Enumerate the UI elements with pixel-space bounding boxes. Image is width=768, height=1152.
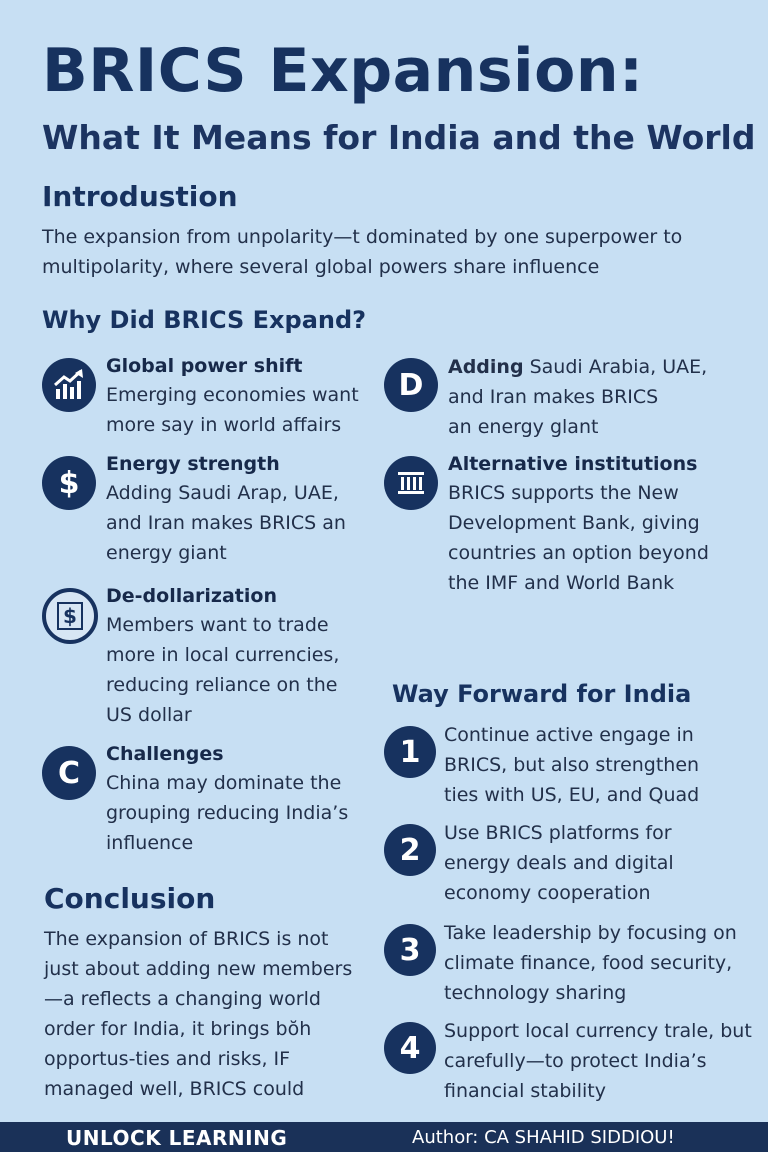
footer-author: Author: CA SHAHID SIDDIOU! [412,1127,675,1148]
item-title-rest: Saudi Arabia, UAE, [523,356,708,378]
item-title: Global power shift [106,355,303,377]
item-text: Take leadership by focusing on climate finance, food security, technology sharing [444,922,737,1004]
number-badge: 2 [384,824,436,876]
letter-d-icon: D [384,358,438,412]
footer-brand: UNLOCK LEARNING [66,1126,288,1150]
item-title: Alternative institutions [448,453,698,475]
item-text: Members want to trade more in local currencies, reducing reliance on the US dollar [106,614,340,726]
item-title-line [448,352,738,382]
page-title: BRICS Expansion: [42,36,644,106]
item-text: Emerging economies want more say in world affairs [106,384,359,436]
page-subtitle: What It Means for India and the World [42,118,756,157]
item-title: Adding [448,356,524,378]
number-badge: 3 [384,924,436,976]
number-badge: 4 [384,1022,436,1074]
item-text: China may dominate the grouping reducing India’s influence [106,772,349,854]
currency-note-icon [42,588,98,644]
currency-note-glyph: $ [57,602,83,630]
bank-pillars-icon [384,456,438,510]
introduction-heading: Introdustion [42,180,238,213]
item-text: Use BRICS platforms for energy deals and digital economy cooperation [444,822,674,904]
item-text: BRICS supports the New Development Bank, giving countries an option beyond the IMF and World Bank [448,482,709,594]
conclusion-text: The expansion of BRICS is not just about adding new members—a reflects a changing world order for India, it brings bŏh opportus-ties and risks, IF managed well, BRICS could [44,928,353,1100]
item-title: Challenges [106,743,224,765]
number-badge: 1 [384,726,436,778]
why-heading: Why Did BRICS Expand? [42,306,367,334]
introduction-text: The expansion from unpolarity—t dominated by one superpower to multipolarity, where several global powers share influence [42,226,683,278]
item-text: and Iran makes BRICS an energy glant [448,386,659,438]
way-forward-heading: Way Forward for India [392,680,692,708]
item-text: Adding Saudi Arap, UAE, and Iran makes BRICS an energy giant [106,482,346,564]
item-title: Energy strength [106,453,280,475]
growth-chart-icon [42,358,96,412]
item-text: Support local currency trale, but carefully—to protect India’s financial stability [444,1020,752,1102]
conclusion-heading: Conclusion [44,882,216,915]
letter-c-icon: C [42,746,96,800]
item-text: Continue active engage in BRICS, but also strengthen ties with US, EU, and Quad [444,724,700,806]
footer-bar [0,1122,768,1152]
item-title: De-dollarization [106,585,277,607]
dollar-icon: $ [42,456,96,510]
